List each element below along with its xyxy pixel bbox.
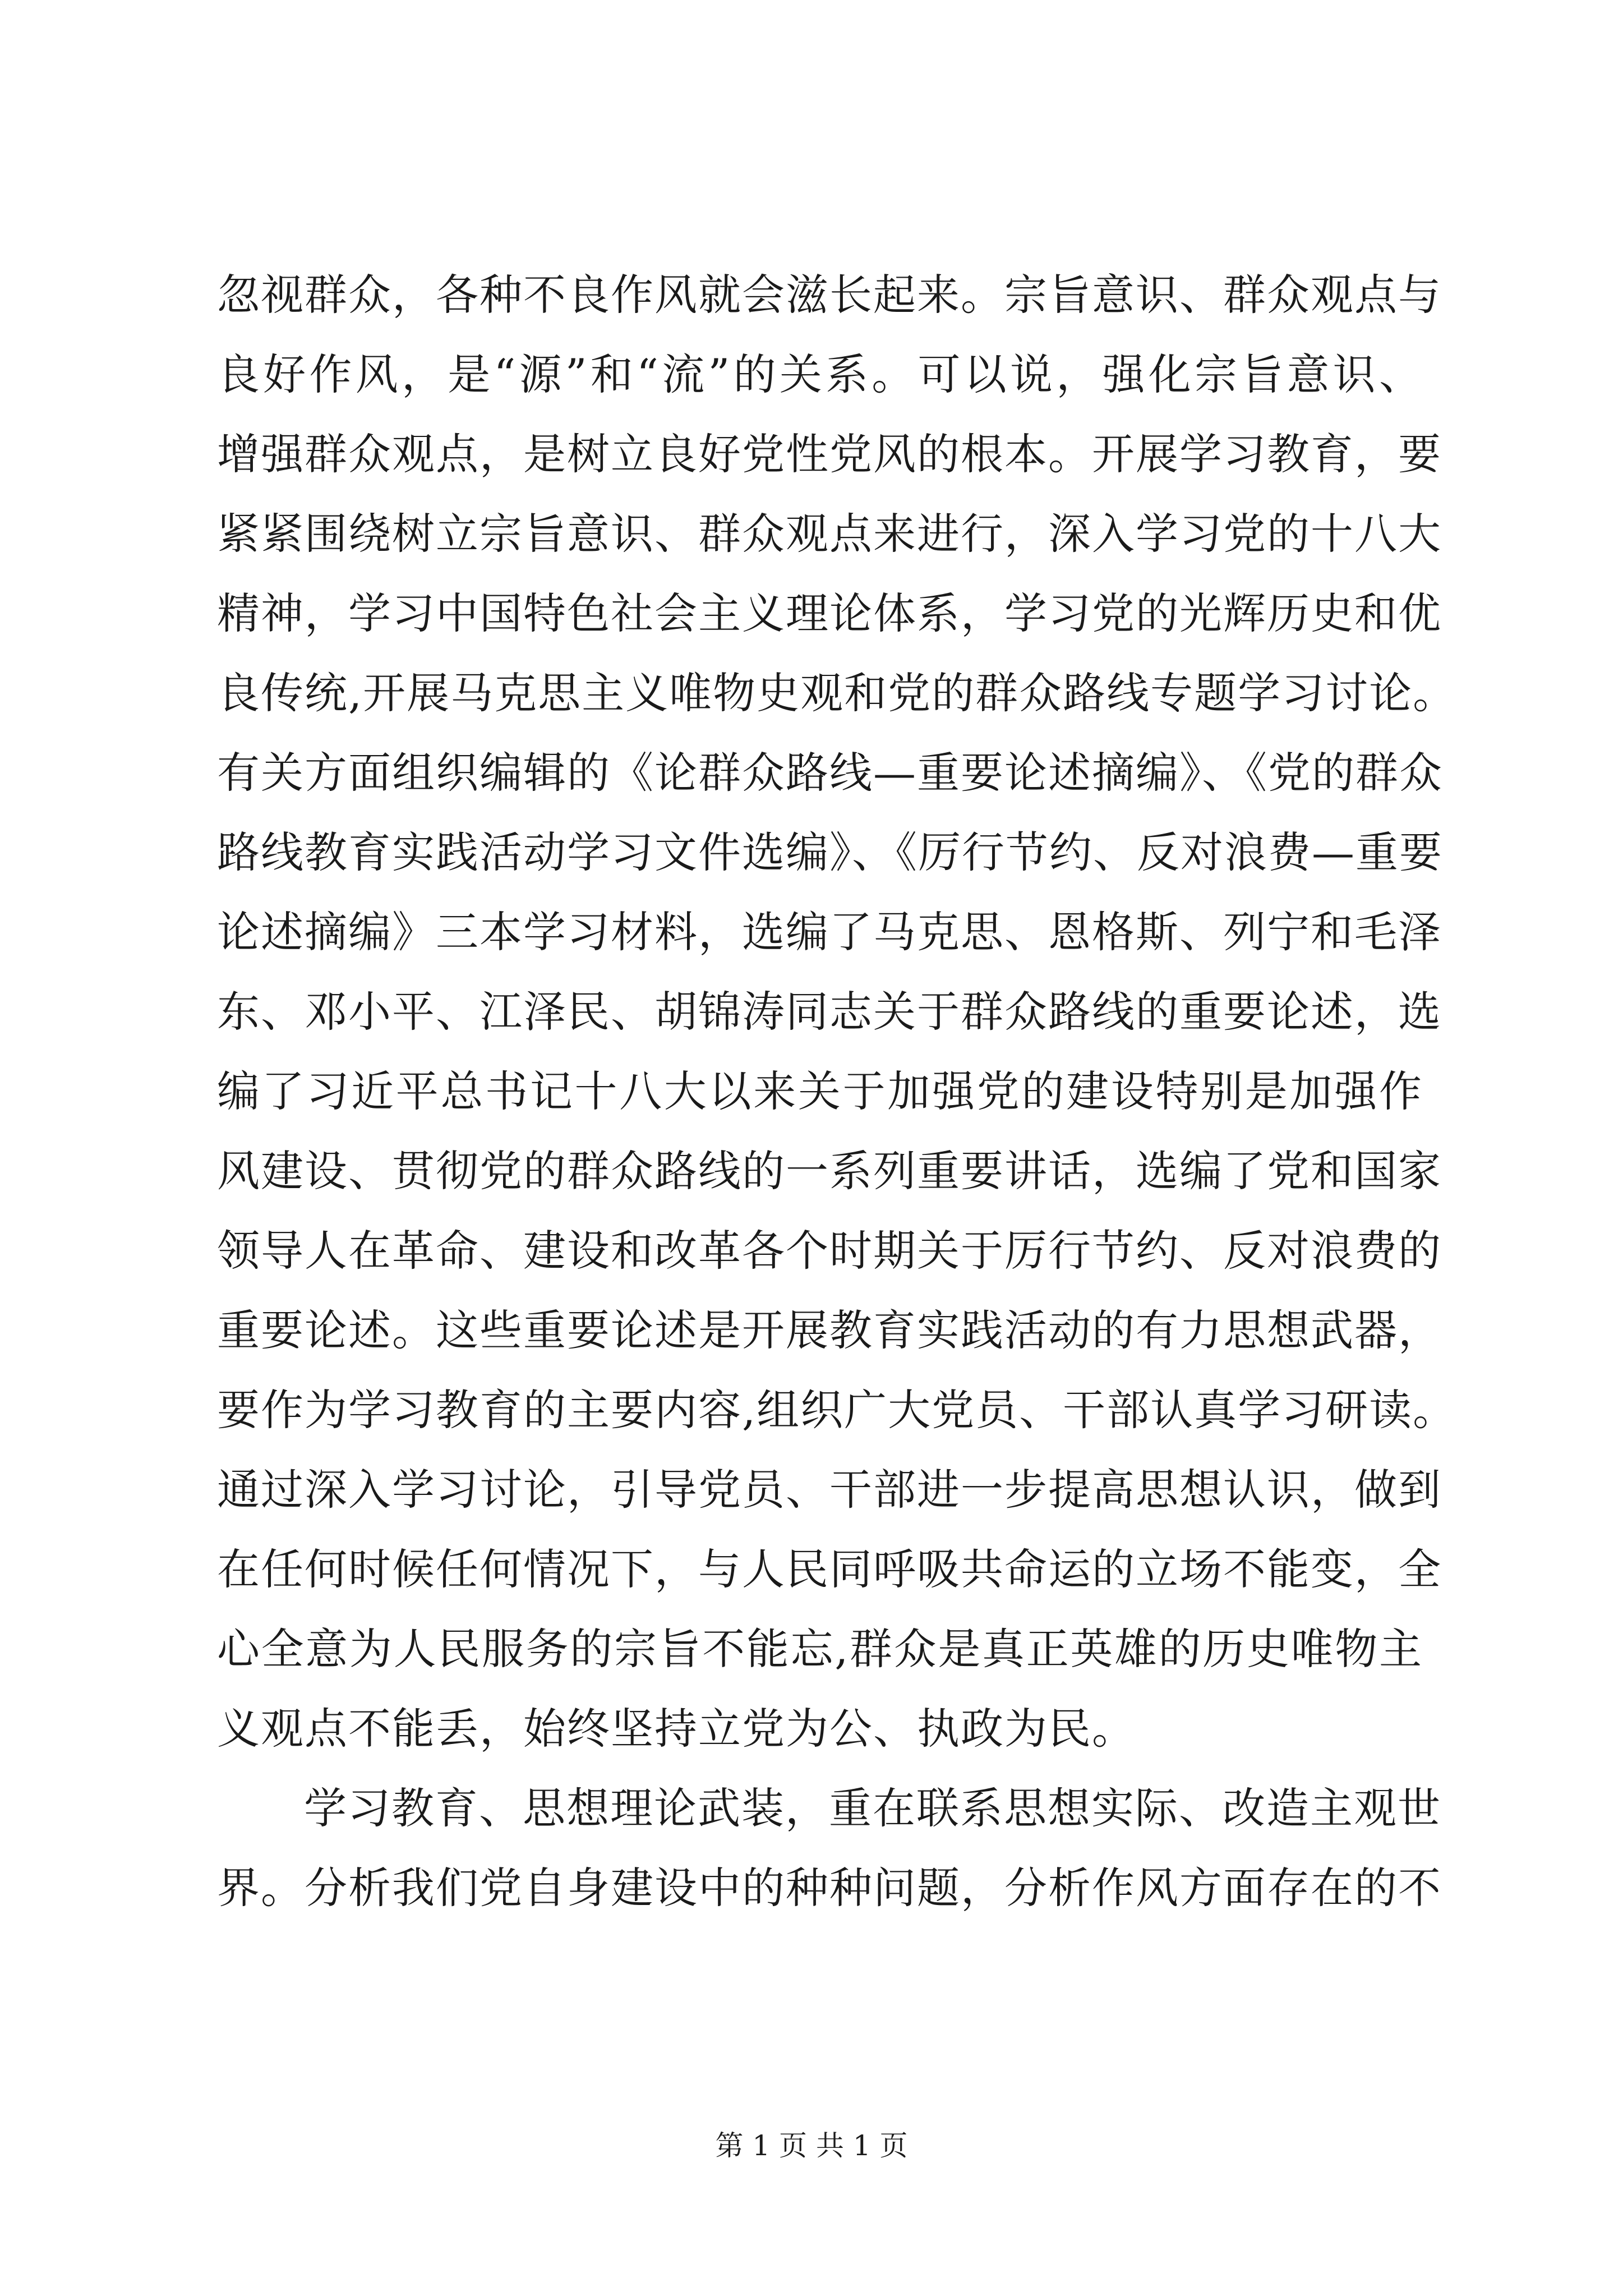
text-line: 领导人在革命、建设和改革各个时期关于厉行节约、反对浪费的 — [217, 1226, 1442, 1276]
text-line: 良传统,开展马克思主义唯物史观和党的群众路线专题学习讨论。 — [217, 668, 1457, 718]
text-line: 界。分析我们党自身建设中的种种问题，分析作风方面存在的不 — [217, 1863, 1442, 1913]
text-line: 编了习近平总书记十八大以来关于加强党的建设特别是加强作 — [217, 1066, 1423, 1116]
page-number-footer: 第 1 页 共 1 页 — [715, 2129, 908, 2162]
text-line: 论述摘编》三本学习材料，选编了马克思、恩格斯、列宁和毛泽 — [217, 907, 1442, 957]
text-line: 紧紧围绕树立宗旨意识、群众观点来进行，深入学习党的十八大 — [217, 509, 1442, 559]
text-line: 要作为学习教育的主要内容,组织广大党员、干部认真学习研读。 — [217, 1385, 1457, 1435]
text-line: 路线教育实践活动学习文件选编》、《厉行节约、反对浪费—重要 — [217, 827, 1443, 877]
text-line-paragraph-end: 义观点不能丢，始终坚持立党为公、执政为民。 — [217, 1704, 1136, 1754]
text-line-paragraph-start: 学习教育、思想理论武装，重在联系思想实际、改造主观世 — [304, 1783, 1441, 1833]
text-line: 忽视群众，各种不良作风就会滋长起来。宗旨意识、群众观点与 — [217, 270, 1442, 320]
text-line: 良好作风，是“源”和“流”的关系。可以说，强化宗旨意识、 — [217, 349, 1423, 399]
text-line: 东、邓小平、江泽民、胡锦涛同志关于群众路线的重要论述，选 — [217, 987, 1442, 1037]
text-line: 增强群众观点，是树立良好党性党风的根本。开展学习教育，要 — [217, 429, 1442, 479]
text-line: 重要论述。这些重要论述是开展教育实践活动的有力思想武器， — [217, 1305, 1442, 1355]
text-line: 心全意为人民服务的宗旨不能忘,群众是真正英雄的历史唯物主 — [217, 1624, 1423, 1674]
text-line: 精神，学习中国特色社会主义理论体系，学习党的光辉历史和优 — [217, 588, 1442, 638]
text-line: 通过深入学习讨论，引导党员、干部进一步提高思想认识，做到 — [217, 1465, 1442, 1515]
text-line: 在任何时候任何情况下，与人民同呼吸共命运的立场不能变，全 — [217, 1544, 1442, 1594]
document-body — [217, 255, 1457, 1928]
text-line: 有关方面组织编辑的《论群众路线—重要论述摘编》、《党的群众 — [217, 748, 1443, 798]
text-line: 风建设、贯彻党的群众路线的一系列重要讲话，选编了党和国家 — [217, 1146, 1442, 1196]
